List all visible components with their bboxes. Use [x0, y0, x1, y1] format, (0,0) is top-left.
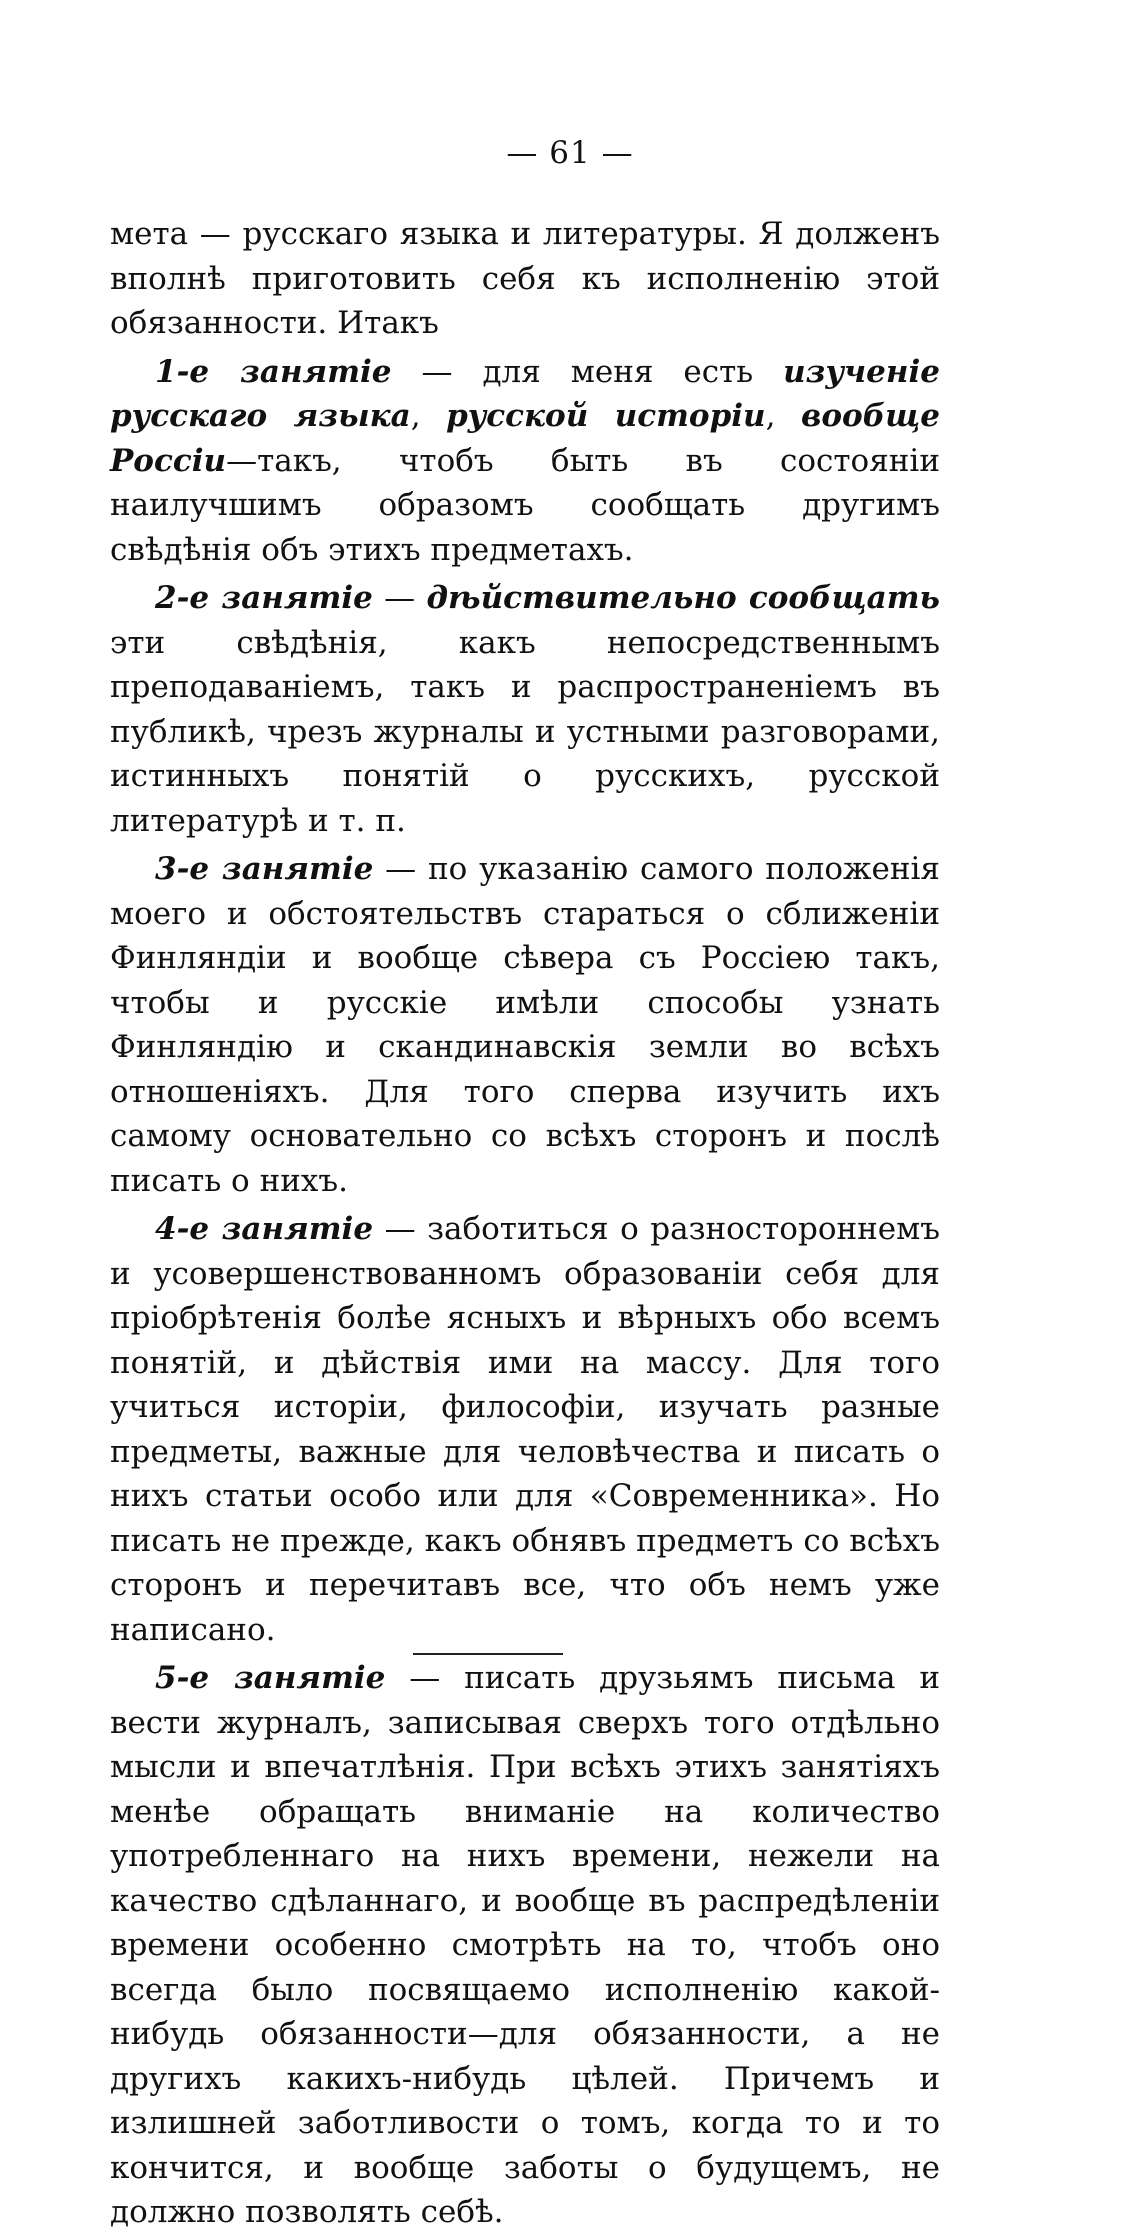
- paragraph-continuation: [110, 212, 940, 346]
- italic-run: русской исторіи: [446, 398, 766, 434]
- paragraph-occupation-5: [110, 1656, 940, 2235]
- text-run: ,: [765, 398, 801, 434]
- paragraph-occupation-4: [110, 1207, 940, 1652]
- italic-run: 1-е занятіе: [155, 353, 392, 390]
- paragraph-occupation-1: [110, 350, 940, 573]
- end-rule: [413, 1653, 563, 1655]
- text-run: эти свѣдѣнія, какъ непосредственнымъ преподаваніемъ, такъ и распространеніемъ въ публикѣ, чрезъ журналы и устными разговорами, истинныхъ понятій о русскихъ, русской литературѣ и т. п.: [110, 624, 940, 839]
- text-run: — для меня есть: [391, 353, 784, 390]
- italic-run: 5-е занятіе: [155, 1660, 386, 1696]
- italic-run: изученіе русскаго языка: [110, 353, 940, 434]
- paragraph-occupation-2: [110, 576, 940, 843]
- text-run: — писать друзьямъ письма и вести журналъ, записывая сверхъ того отдѣльно мысли и впечатлѣнія. При всѣхъ этихъ занятіяхъ менѣе обращать вниманіе на количество употребленнаго на нихъ времени, нежели на качество сдѣланнаго, и вообще въ распредѣленіи времени особенно смотрѣть на то, чтобъ оно всегда было посвящаемо исполненію какой-нибудь обязанности—для обязанности, а не другихъ какихъ-нибудь цѣлей. Причемъ и излишней заботливости о томъ, когда то и то кончится, и вообще заботы о будущемъ, не должно позволять себѣ.: [110, 1660, 940, 2230]
- italic-run: 3-е занятіе: [155, 851, 374, 887]
- text-run: — заботиться о разностороннемъ и усовершенствованномъ образованіи себя для пріобрѣтенія болѣе ясныхъ и вѣрныхъ обо всемъ понятій, и дѣйствія ими на массу. Для того учиться исторіи, философіи, изучать разные предметы, важные для человѣчества и писать о нихъ статьи особо или для «Современника». Но писать не прежде, какъ обнявъ предметъ со всѣхъ сторонъ и перечитавъ все, что объ немъ уже написано.: [110, 1211, 940, 1648]
- text-run: ,: [410, 398, 447, 434]
- text-run: —такъ, чтобъ быть въ состояніи наилучшимъ образомъ сообщать другимъ свѣдѣнія объ этихъ предметахъ.: [110, 442, 940, 568]
- text-run: —: [372, 580, 427, 616]
- paragraph-occupation-3: [110, 847, 940, 1203]
- text-run: мета — русскаго языка и литературы. Я долженъ вполнѣ приготовить себя къ исполненію этой обязанности. Итакъ: [110, 216, 940, 341]
- italic-run: 4-е занятіе: [155, 1211, 374, 1247]
- body-text: [110, 212, 940, 2239]
- text-run: — по указанію самого положенія моего и обстоятельствъ стараться о сближеніи Финляндіи и вообще сѣвера съ Россіею такъ, чтобы и русскіе имѣли способы узнать Финляндію и скандинавскія земли во всѣхъ отношеніяхъ. Для того сперва изучить ихъ самому основательно со всѣхъ сторонъ и послѣ писать о нихъ.: [110, 851, 940, 1199]
- italic-run: вообще Россіи: [110, 398, 940, 479]
- page-number: — 61 —: [506, 135, 634, 171]
- italic-run: дѣйствительно сообщать: [426, 580, 940, 616]
- italic-run: 2-е занятіе: [155, 580, 373, 616]
